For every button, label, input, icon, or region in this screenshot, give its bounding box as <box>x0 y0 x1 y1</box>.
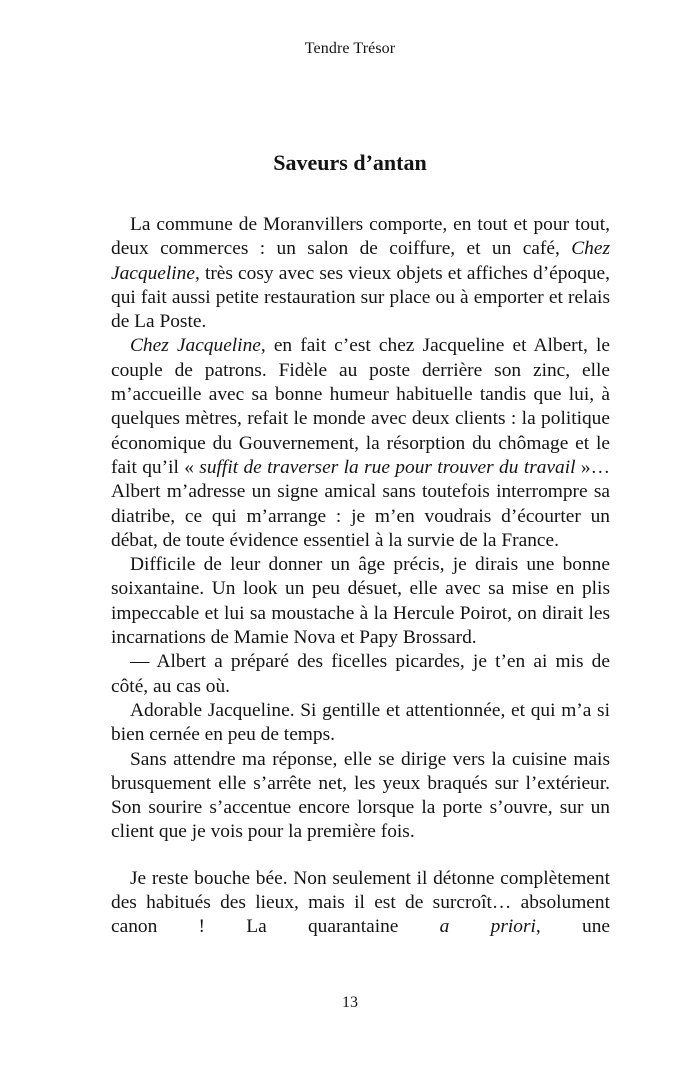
paragraph-7 <box>111 867 610 940</box>
page-number: 13 <box>342 994 358 1011</box>
paragraph-2-italic-quote: suffit de traverser la rue pour trouver du travail <box>199 456 576 478</box>
paragraph-7-text-c: , une <box>535 916 610 938</box>
paragraph-2-text-b: , en fait c’est chez Jacqueline et Albert, le couple de patrons. Fidèle au poste derrière son zinc, elle m’accueille avec sa bonne humeur habituelle tandis que lui, à quelques mètres, refait le monde avec deux clients : la politique économique du Gouvernement, la résorption du chômage et le fait qu’il « <box>111 335 610 478</box>
paragraph-7-text-a: Je reste bouche bée. Non seulement il détonne complètement des habitués des lieux, mais il est de surcroît… absolument canon ! La quarantaine <box>111 867 610 938</box>
paragraph-1 <box>111 213 610 334</box>
paragraph-3: Difficile de leur donner un âge précis, je dirais une bonne soixantaine. Un look un peu désuet, elle avec sa mise en plis impeccable et lui sa moustache à la Hercule Poirot, on dirait les incarnations de Mamie Nova et Papy Brossard. <box>111 554 610 649</box>
paragraph-2-italic-cafe-name: Chez Jacqueline <box>130 335 261 357</box>
body-text <box>111 213 610 940</box>
paragraph-5: Adorable Jacqueline. Si gentille et attentionnée, et qui m’a si bien cernée en peu de temps. <box>111 699 610 746</box>
paragraph-1-italic-cafe-name: Chez Jacqueline <box>111 238 610 284</box>
paragraph-2 <box>111 334 610 553</box>
paragraph-1-text-a: La commune de Moranvillers comporte, en tout et pour tout, deux commerces : un salon de coiffure, et un café, <box>111 214 610 260</box>
running-head: Tendre Trésor <box>304 40 396 57</box>
paragraph-7-italic-a-priori: a priori <box>439 916 536 938</box>
chapter-title: Saveurs d’antan <box>273 150 427 175</box>
paragraph-1-text-c: , très cosy avec ses vieux objets et affiches d’époque, qui fait aussi petite restauration sur place ou à emporter et relais de La Poste. <box>111 262 610 333</box>
paragraph-4-dialogue: — Albert a préparé des ficelles picardes, je t’en ai mis de côté, au cas où. <box>111 651 610 697</box>
paragraph-6: Sans attendre ma réponse, elle se dirige vers la cuisine mais brusquement elle s’arrête net, les yeux braqués sur l’extérieur. Son sourire s’accentue encore lorsque la porte s’ouvre, sur un client que je vois pour la première fois. <box>111 748 610 843</box>
paragraph-2-text-d: »… Albert m’adresse un signe amical sans toutefois interrompre sa diatribe, ce qui m’arrange : je m’en voudrais d’écourter un débat, de toute évidence essentiel à la survie de la France. <box>111 456 610 551</box>
